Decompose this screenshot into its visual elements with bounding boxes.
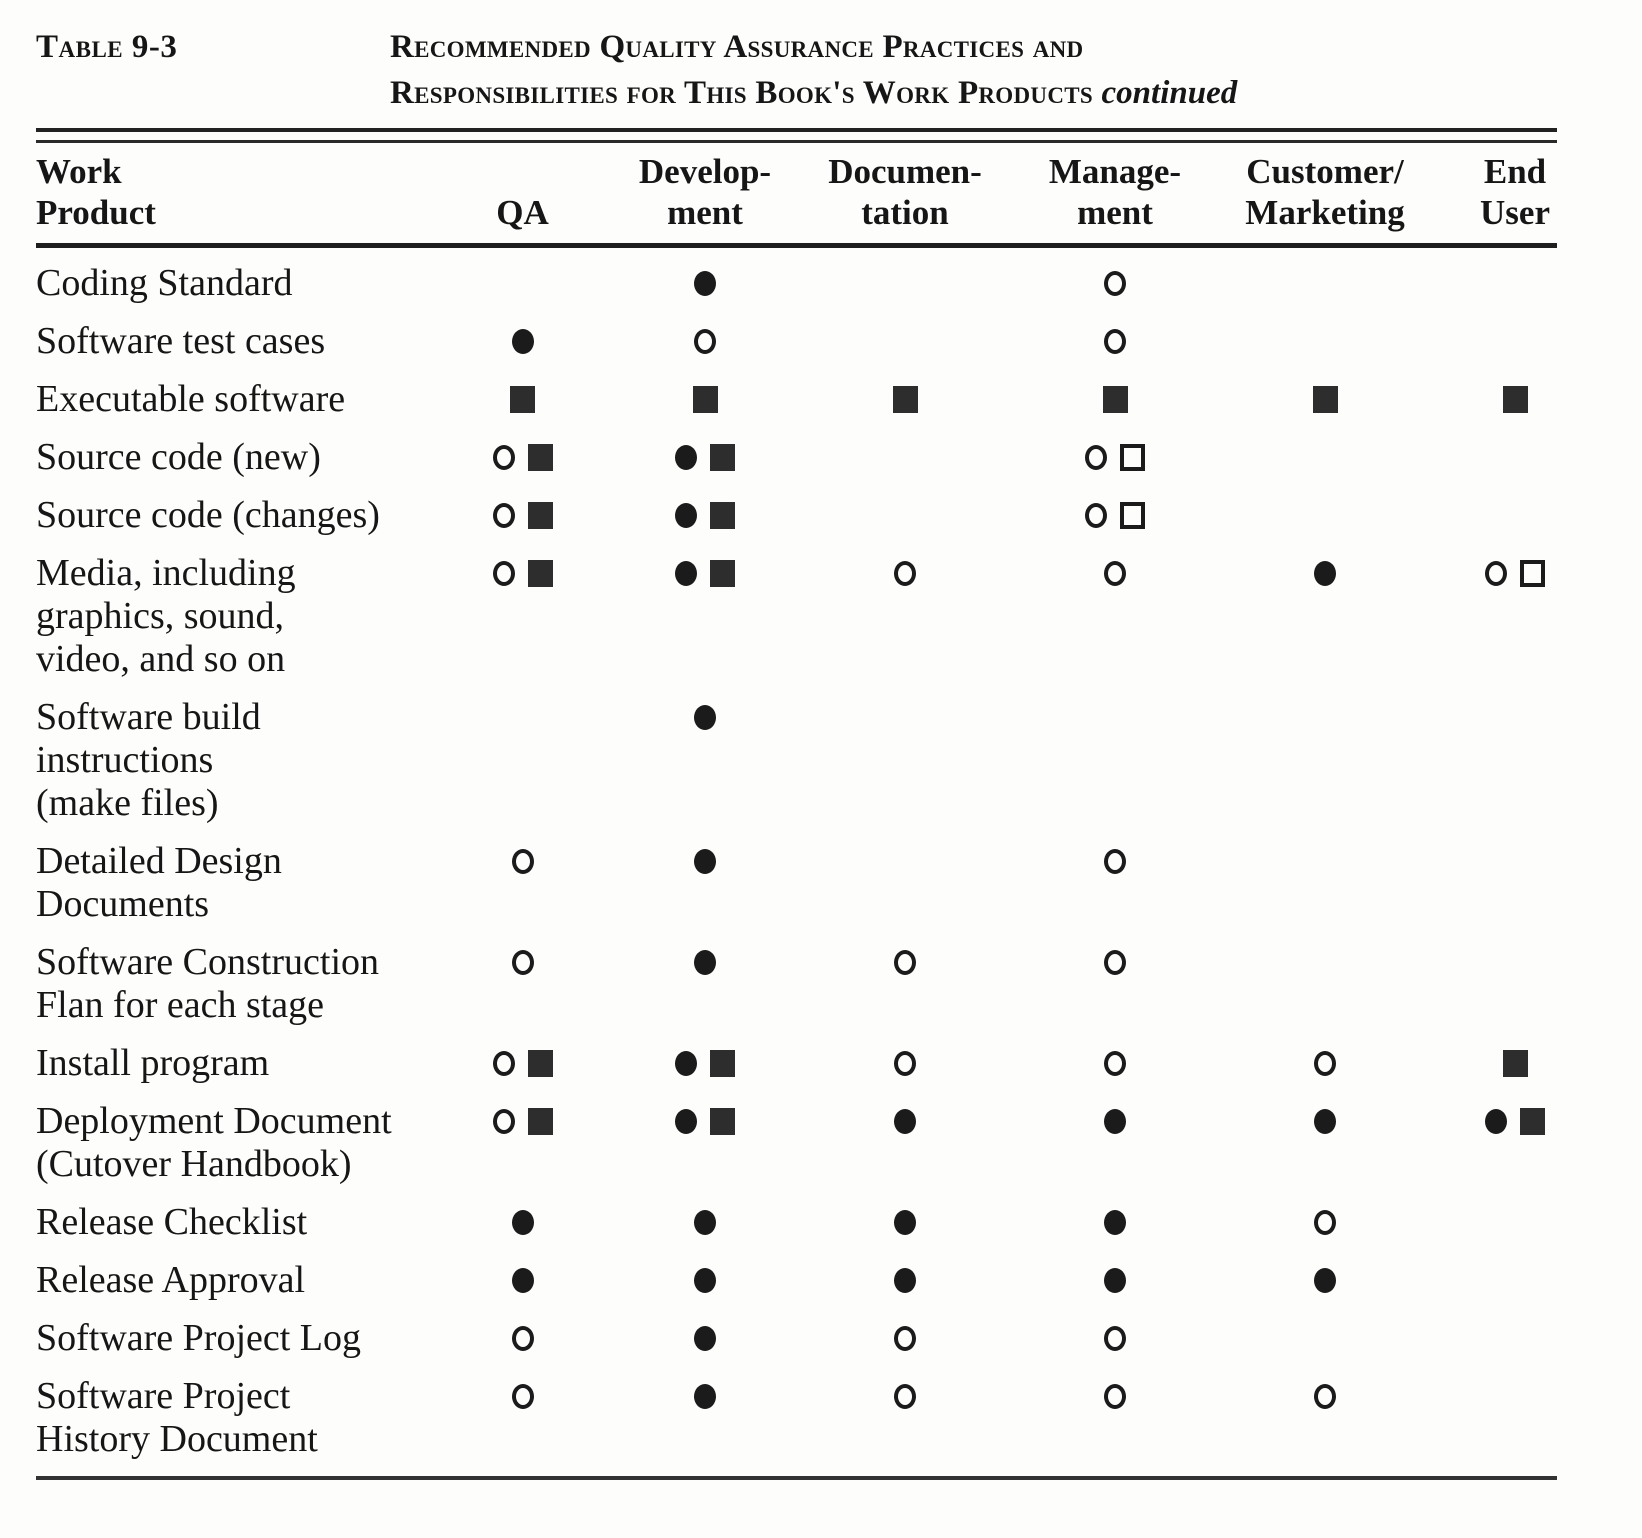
work-product-line: Documents xyxy=(36,883,210,925)
marks-cell-customer-marketing xyxy=(1215,1259,1435,1302)
marks-cell-qa xyxy=(430,1042,615,1085)
filled-circle-icon xyxy=(1104,1210,1126,1235)
open-circle-icon xyxy=(512,1326,534,1351)
filled-circle-icon xyxy=(1104,1109,1126,1134)
filled-circle-icon xyxy=(675,1051,697,1076)
filled-square-icon xyxy=(893,386,918,413)
work-product-name xyxy=(36,378,430,421)
work-product-line: Software test cases xyxy=(36,320,326,362)
work-product-line: graphics, sound, xyxy=(36,595,285,637)
filled-circle-icon xyxy=(1314,561,1336,586)
column-header-end-user: End User xyxy=(1480,152,1550,232)
marks-cell-documentation xyxy=(795,436,1015,479)
work-product-name xyxy=(36,1375,430,1461)
filled-square-icon xyxy=(528,444,553,471)
marks-cell-development xyxy=(615,1100,795,1143)
work-product-line: Software Project xyxy=(36,1375,291,1417)
table-row xyxy=(36,1201,1595,1244)
open-circle-icon xyxy=(1104,1384,1126,1409)
open-circle-icon xyxy=(1104,1051,1126,1076)
open-circle-icon xyxy=(694,329,716,354)
marks-cell-management xyxy=(1015,1042,1215,1085)
marks-cell-end-user xyxy=(1435,696,1595,739)
filled-circle-icon xyxy=(675,561,697,586)
marks-cell-management xyxy=(1015,696,1215,739)
marks-cell-end-user xyxy=(1435,552,1595,595)
marks-cell-end-user xyxy=(1435,378,1595,421)
marks-cell-customer-marketing xyxy=(1215,1100,1435,1143)
marks-cell-qa xyxy=(430,840,615,883)
work-product-line: Detailed Design xyxy=(36,840,282,882)
work-product-line: Media, including xyxy=(36,552,296,594)
marks-cell-documentation xyxy=(795,840,1015,883)
marks-cell-development xyxy=(615,378,795,421)
marks-cell-documentation xyxy=(795,696,1015,739)
marks-cell-development xyxy=(615,436,795,479)
work-product-name xyxy=(36,552,430,681)
filled-square-icon xyxy=(1503,1050,1528,1077)
marks-cell-customer-marketing xyxy=(1215,840,1435,883)
marks-cell-development xyxy=(615,941,795,984)
marks-cell-customer-marketing xyxy=(1215,1317,1435,1360)
marks-cell-customer-marketing xyxy=(1215,320,1435,363)
filled-circle-icon xyxy=(894,1109,916,1134)
column-header-management: Manage- ment xyxy=(1048,152,1182,232)
work-product-line: Software build xyxy=(36,696,261,738)
table-row xyxy=(36,320,1595,363)
filled-circle-icon xyxy=(675,503,697,528)
marks-cell-end-user xyxy=(1435,941,1595,984)
work-product-line: Deployment Document xyxy=(36,1100,392,1142)
filled-circle-icon xyxy=(694,1268,716,1293)
work-product-line: Release Checklist xyxy=(36,1201,308,1243)
column-header-customer-marketing: Customer/ Marketing xyxy=(1245,152,1405,232)
table-title-line2-text: Responsibilities for This Book's Work Products xyxy=(390,75,1093,111)
work-product-name xyxy=(36,436,430,479)
marks-cell-management xyxy=(1015,436,1215,479)
open-circle-icon xyxy=(493,1109,515,1134)
marks-cell-end-user xyxy=(1435,494,1595,537)
open-circle-icon xyxy=(493,561,515,586)
bottom-rule xyxy=(36,1476,1557,1480)
open-circle-icon xyxy=(1485,561,1507,586)
marks-cell-development xyxy=(615,1375,795,1418)
marks-cell-qa xyxy=(430,941,615,984)
work-product-line: Source code (new) xyxy=(36,436,321,478)
filled-square-icon xyxy=(528,560,553,587)
marks-cell-management xyxy=(1015,320,1215,363)
filled-circle-icon xyxy=(1314,1268,1336,1293)
marks-cell-end-user xyxy=(1435,436,1595,479)
open-circle-icon xyxy=(1085,503,1107,528)
marks-cell-qa xyxy=(430,262,615,305)
filled-circle-icon xyxy=(675,1109,697,1134)
work-product-line: instructions xyxy=(36,739,214,781)
marks-cell-customer-marketing xyxy=(1215,1042,1435,1085)
work-product-line: Flan for each stage xyxy=(36,984,325,1026)
filled-circle-icon xyxy=(694,1384,716,1409)
open-circle-icon xyxy=(894,950,916,975)
marks-cell-end-user xyxy=(1435,840,1595,883)
open-circle-icon xyxy=(1104,1326,1126,1351)
filled-square-icon xyxy=(1520,1108,1545,1135)
table-row xyxy=(36,1317,1595,1360)
marks-cell-customer-marketing xyxy=(1215,262,1435,305)
open-circle-icon xyxy=(1104,950,1126,975)
marks-cell-management xyxy=(1015,552,1215,595)
filled-square-icon xyxy=(710,502,735,529)
marks-cell-end-user xyxy=(1435,262,1595,305)
open-circle-icon xyxy=(894,1384,916,1409)
table-title xyxy=(390,24,1237,116)
marks-cell-management xyxy=(1015,494,1215,537)
filled-square-icon xyxy=(510,386,535,413)
filled-circle-icon xyxy=(1104,1268,1126,1293)
marks-cell-end-user xyxy=(1435,1317,1595,1360)
filled-square-icon xyxy=(710,1108,735,1135)
open-circle-icon xyxy=(1314,1384,1336,1409)
open-circle-icon xyxy=(894,561,916,586)
open-circle-icon xyxy=(493,1051,515,1076)
marks-cell-development xyxy=(615,1317,795,1360)
work-product-name xyxy=(36,941,430,1027)
work-product-line: Executable software xyxy=(36,378,346,420)
filled-circle-icon xyxy=(694,1326,716,1351)
table-row xyxy=(36,262,1595,305)
filled-circle-icon xyxy=(512,1268,534,1293)
marks-cell-qa xyxy=(430,320,615,363)
column-header-development: Develop- ment xyxy=(638,152,772,232)
marks-cell-development xyxy=(615,840,795,883)
marks-cell-customer-marketing xyxy=(1215,378,1435,421)
filled-square-icon xyxy=(528,1050,553,1077)
open-circle-icon xyxy=(1314,1051,1336,1076)
open-circle-icon xyxy=(1104,849,1126,874)
filled-circle-icon xyxy=(675,445,697,470)
filled-square-icon xyxy=(528,1108,553,1135)
open-circle-icon xyxy=(1314,1210,1336,1235)
marks-cell-development xyxy=(615,1201,795,1244)
open-circle-icon xyxy=(512,849,534,874)
filled-circle-icon xyxy=(1485,1109,1507,1134)
marks-cell-development xyxy=(615,696,795,739)
marks-cell-documentation xyxy=(795,1259,1015,1302)
marks-cell-management xyxy=(1015,1259,1215,1302)
marks-cell-management xyxy=(1015,1201,1215,1244)
work-product-name xyxy=(36,1259,430,1302)
filled-circle-icon xyxy=(894,1268,916,1293)
work-product-line: Release Approval xyxy=(36,1259,306,1301)
marks-cell-end-user xyxy=(1435,1259,1595,1302)
filled-circle-icon xyxy=(694,950,716,975)
marks-cell-qa xyxy=(430,1259,615,1302)
document-header xyxy=(36,24,1642,116)
marks-cell-customer-marketing xyxy=(1215,941,1435,984)
marks-cell-end-user xyxy=(1435,1375,1595,1418)
filled-square-icon xyxy=(710,1050,735,1077)
marks-cell-qa xyxy=(430,494,615,537)
marks-cell-management xyxy=(1015,1100,1215,1143)
work-product-name xyxy=(36,696,430,825)
table-row xyxy=(36,552,1595,681)
work-product-name xyxy=(36,320,430,363)
filled-square-icon xyxy=(693,386,718,413)
marks-cell-development xyxy=(615,494,795,537)
open-circle-icon xyxy=(1085,445,1107,470)
marks-cell-development xyxy=(615,320,795,363)
marks-cell-customer-marketing xyxy=(1215,494,1435,537)
table-row xyxy=(36,1259,1595,1302)
filled-circle-icon xyxy=(1314,1109,1336,1134)
marks-cell-qa xyxy=(430,1375,615,1418)
table-row xyxy=(36,1375,1595,1461)
table-body xyxy=(36,248,1642,1461)
filled-circle-icon xyxy=(894,1210,916,1235)
work-product-name xyxy=(36,1317,430,1360)
work-product-line: (Cutover Handbook) xyxy=(36,1143,352,1185)
work-product-line: Install program xyxy=(36,1042,270,1084)
marks-cell-end-user xyxy=(1435,1042,1595,1085)
marks-cell-qa xyxy=(430,1100,615,1143)
marks-cell-documentation xyxy=(795,1201,1015,1244)
marks-cell-management xyxy=(1015,941,1215,984)
filled-square-icon xyxy=(528,502,553,529)
table-header-row xyxy=(36,143,1595,243)
work-product-line: Software Construction xyxy=(36,941,380,983)
marks-cell-documentation xyxy=(795,320,1015,363)
table-title-line1: Recommended Quality Assurance Practices and xyxy=(390,29,1084,65)
work-product-line: Source code (changes) xyxy=(36,494,380,536)
marks-cell-qa xyxy=(430,436,615,479)
marks-cell-end-user xyxy=(1435,320,1595,363)
work-product-name xyxy=(36,1100,430,1186)
marks-cell-customer-marketing xyxy=(1215,436,1435,479)
marks-cell-qa xyxy=(430,1317,615,1360)
filled-square-icon xyxy=(710,444,735,471)
marks-cell-customer-marketing xyxy=(1215,1201,1435,1244)
table-row xyxy=(36,696,1595,825)
marks-cell-management xyxy=(1015,1375,1215,1418)
marks-cell-customer-marketing xyxy=(1215,1375,1435,1418)
marks-cell-development xyxy=(615,552,795,595)
open-circle-icon xyxy=(1104,271,1126,296)
marks-cell-end-user xyxy=(1435,1100,1595,1143)
work-product-line: Software Project Log xyxy=(36,1317,362,1359)
filled-circle-icon xyxy=(694,271,716,296)
marks-cell-development xyxy=(615,1259,795,1302)
marks-cell-development xyxy=(615,1042,795,1085)
filled-circle-icon xyxy=(694,1210,716,1235)
open-circle-icon xyxy=(1104,329,1126,354)
marks-cell-development xyxy=(615,262,795,305)
table-row xyxy=(36,378,1595,421)
marks-cell-management xyxy=(1015,378,1215,421)
marks-cell-documentation xyxy=(795,1100,1015,1143)
table-row xyxy=(36,436,1595,479)
work-product-name xyxy=(36,1042,430,1085)
filled-circle-icon xyxy=(512,329,534,354)
filled-circle-icon xyxy=(694,849,716,874)
marks-cell-customer-marketing xyxy=(1215,552,1435,595)
open-circle-icon xyxy=(493,445,515,470)
marks-cell-customer-marketing xyxy=(1215,696,1435,739)
top-double-rule xyxy=(36,128,1557,143)
table-title-continued: continued xyxy=(1101,75,1238,111)
marks-cell-documentation xyxy=(795,262,1015,305)
table-label: Table 9-3 xyxy=(36,29,178,65)
open-circle-icon xyxy=(894,1051,916,1076)
marks-cell-documentation xyxy=(795,494,1015,537)
open-square-icon xyxy=(1520,560,1545,587)
open-square-icon xyxy=(1120,444,1145,471)
filled-circle-icon xyxy=(512,1210,534,1235)
marks-cell-documentation xyxy=(795,378,1015,421)
marks-cell-documentation xyxy=(795,941,1015,984)
marks-cell-management xyxy=(1015,262,1215,305)
filled-circle-icon xyxy=(694,705,716,730)
table-row xyxy=(36,941,1595,1027)
marks-cell-documentation xyxy=(795,552,1015,595)
column-header-qa: QA xyxy=(496,193,549,232)
column-header-documentation: Documen- tation xyxy=(828,152,982,232)
open-circle-icon xyxy=(1104,561,1126,586)
work-product-line: Coding Standard xyxy=(36,262,293,304)
work-product-name xyxy=(36,262,430,305)
open-circle-icon xyxy=(512,950,534,975)
marks-cell-end-user xyxy=(1435,1201,1595,1244)
work-product-name xyxy=(36,840,430,926)
filled-square-icon xyxy=(710,560,735,587)
work-product-line: (make files) xyxy=(36,782,219,824)
marks-cell-documentation xyxy=(795,1375,1015,1418)
marks-cell-documentation xyxy=(795,1042,1015,1085)
table-row xyxy=(36,1042,1595,1085)
marks-cell-management xyxy=(1015,840,1215,883)
filled-square-icon xyxy=(1313,386,1338,413)
table-row xyxy=(36,840,1595,926)
marks-cell-qa xyxy=(430,378,615,421)
filled-square-icon xyxy=(1103,386,1128,413)
marks-cell-qa xyxy=(430,552,615,595)
marks-cell-qa xyxy=(430,1201,615,1244)
open-square-icon xyxy=(1120,502,1145,529)
work-product-line: video, and so on xyxy=(36,638,286,680)
marks-cell-qa xyxy=(430,696,615,739)
marks-cell-documentation xyxy=(795,1317,1015,1360)
column-header-work-product: Work Product xyxy=(36,152,156,232)
filled-square-icon xyxy=(1503,386,1528,413)
table-row xyxy=(36,494,1595,537)
table-row xyxy=(36,1100,1595,1186)
work-product-name xyxy=(36,494,430,537)
work-product-line: History Document xyxy=(36,1418,318,1460)
open-circle-icon xyxy=(512,1384,534,1409)
open-circle-icon xyxy=(493,503,515,528)
table-title-line2 xyxy=(390,70,1237,116)
work-product-name xyxy=(36,1201,430,1244)
open-circle-icon xyxy=(894,1326,916,1351)
marks-cell-management xyxy=(1015,1317,1215,1360)
